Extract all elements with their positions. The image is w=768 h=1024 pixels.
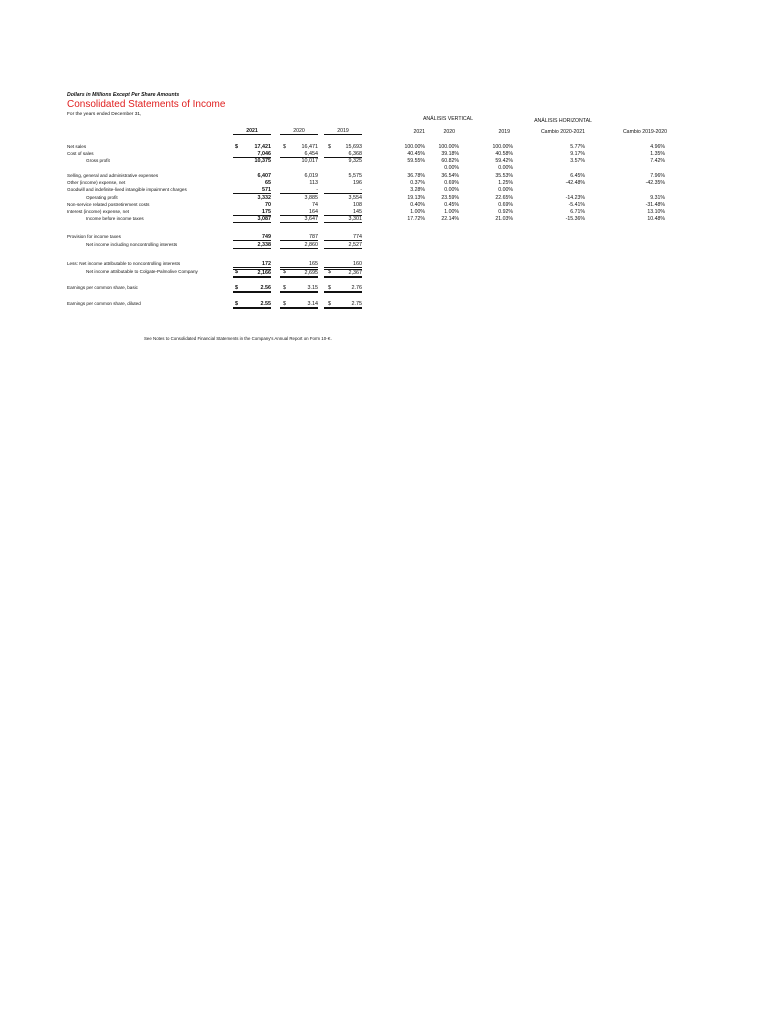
vertical-pct: 0.92%	[498, 209, 513, 215]
vertical-pct: 0.00%	[444, 165, 459, 171]
row-label: Interest (income) expense, net	[67, 209, 130, 214]
row-label: Net sales	[67, 144, 87, 149]
row-label: Operating profit	[86, 195, 118, 200]
currency-symbol: $	[328, 144, 331, 150]
value-2020: 10,017	[301, 158, 318, 164]
currency-symbol: $	[283, 144, 286, 150]
value-2021: 10,375	[254, 158, 271, 164]
vertical-pct: 19.13%	[407, 195, 425, 201]
currency-symbol: $	[328, 285, 331, 291]
value-2020: 3.15	[280, 285, 318, 293]
vertical-pct: 0.00%	[498, 165, 513, 171]
value-2019: -	[324, 187, 362, 194]
horizontal-pct: 4.96%	[650, 144, 665, 150]
col-header-2020: 2020	[280, 128, 318, 135]
vertical-pct: 1.00%	[410, 209, 425, 215]
vertical-pct: 100.00%	[404, 144, 425, 150]
row-label: Earnings per common share, diluted	[67, 301, 141, 306]
value-2019: 108	[353, 202, 362, 208]
value-2021: 7,046	[233, 151, 271, 158]
value-2019: 2.75	[324, 301, 362, 309]
horizontal-pct: -14.23%	[565, 195, 585, 201]
currency-symbol: $	[235, 144, 238, 150]
vertical-pct: 3.28%	[410, 187, 425, 193]
value-2020: 16,471	[301, 144, 318, 150]
col-header-2021: 2021	[233, 128, 271, 135]
row-label: Goodwill and indefinite-lived intangible impairment charges	[67, 187, 187, 192]
value-2019: 2,527	[324, 242, 362, 249]
horizontal-pct: 6.45%	[570, 173, 585, 179]
value-2021: 2,166	[233, 269, 271, 278]
row-label: Cost of sales	[67, 151, 94, 156]
value-2019: 2.76	[324, 285, 362, 293]
row-label: Income before income taxes	[86, 216, 144, 221]
value-2021: 3,332	[257, 195, 271, 201]
value-2021: 65	[265, 180, 271, 186]
value-2021: 6,407	[257, 173, 271, 179]
horizontal-pct: -5.41%	[568, 202, 585, 208]
vertical-pct: 59.55%	[407, 158, 425, 164]
value-2021: 3,087	[233, 216, 271, 223]
row-label: Earnings per common share, basic	[67, 285, 138, 290]
value-2020: 74	[312, 202, 318, 208]
horizontal-pct: 5.77%	[570, 144, 585, 150]
units-note: Dollars in Millions Except Per Share Amounts	[67, 92, 180, 98]
value-2020: 164	[280, 209, 318, 216]
horizontal-col-2020-2021: Cambio 2020-2021	[540, 129, 586, 135]
value-2019: 5,575	[348, 173, 362, 179]
vertical-pct: 21.03%	[495, 216, 513, 222]
vertical-pct: 0.37%	[410, 180, 425, 186]
value-2021: 17,421	[254, 144, 271, 150]
vertical-pct: 1.25%	[498, 180, 513, 186]
value-2020: 2,695	[280, 269, 318, 278]
statement-title: Consolidated Statements of Income	[67, 99, 226, 110]
vertical-pct: 23.59%	[441, 195, 459, 201]
value-2019: 15,693	[345, 144, 362, 150]
value-2019: 3,554	[348, 195, 362, 201]
value-2020: 787	[280, 234, 318, 241]
currency-symbol: $	[283, 285, 286, 291]
vertical-pct: 40.58%	[495, 151, 513, 157]
vertical-pct: 40.45%	[407, 151, 425, 157]
currency-symbol: $	[283, 301, 286, 307]
vertical-col-2021: 2021	[413, 129, 425, 135]
period-subtitle: For the years ended December 31,	[67, 112, 142, 117]
currency-symbol: $	[283, 269, 286, 275]
value-2019: 3,301	[324, 216, 362, 223]
value-2019: 774	[324, 234, 362, 241]
vertical-pct: 0.69%	[444, 180, 459, 186]
vertical-pct: 36.78%	[407, 173, 425, 179]
currency-symbol: $	[235, 301, 238, 307]
value-2019: 160	[324, 261, 362, 268]
horizontal-pct: -15.36%	[565, 216, 585, 222]
value-2020: -	[280, 187, 318, 194]
value-2021: 2.55	[233, 301, 271, 309]
vertical-col-2019: 2019	[498, 129, 510, 135]
vertical-pct: 0.40%	[410, 202, 425, 208]
value-2020: 2,860	[280, 242, 318, 249]
vertical-pct: 0.00%	[498, 187, 513, 193]
vertical-pct: 100.00%	[492, 144, 513, 150]
horizontal-pct: 6.71%	[570, 209, 585, 215]
currency-symbol: $	[328, 269, 331, 275]
row-label: Non-service related postretirement costs	[67, 202, 150, 207]
value-2019: 196	[353, 180, 362, 186]
horizontal-pct: 3.57%	[570, 158, 585, 164]
currency-symbol: $	[235, 269, 238, 275]
horizontal-pct: 7.96%	[650, 173, 665, 179]
currency-symbol: $	[328, 301, 331, 307]
vertical-pct: 39.18%	[441, 151, 459, 157]
vertical-pct: 60.82%	[441, 158, 459, 164]
row-label: Selling, general and administrative expenses	[67, 173, 159, 178]
value-2020: 3,647	[280, 216, 318, 223]
vertical-pct: 0.45%	[444, 202, 459, 208]
value-2020: 3,885	[304, 195, 318, 201]
currency-symbol: $	[235, 285, 238, 291]
horizontal-pct: 10.48%	[647, 216, 665, 222]
value-2019: 6,368	[324, 151, 362, 158]
horizontal-col-2019-2020: Cambio 2019-2020	[622, 129, 668, 135]
row-label: Other (income) expense, net	[67, 180, 126, 185]
value-2020: 6,019	[304, 173, 318, 179]
value-2021: 172	[233, 261, 271, 268]
vertical-pct: 22.14%	[441, 216, 459, 222]
vertical-pct: 36.54%	[441, 173, 459, 179]
vertical-pct: 1.00%	[444, 209, 459, 215]
value-2019: 2,367	[324, 269, 362, 278]
value-2020: 113	[309, 180, 318, 186]
value-2021: 175	[233, 209, 271, 216]
value-2021: 70	[265, 202, 271, 208]
horizontal-pct: -42.35%	[645, 180, 665, 186]
value-2019: 145	[324, 209, 362, 216]
footnote: See Notes to Consolidated Financial Statements in the Company's Annual Report on Form 10-K.	[144, 336, 332, 341]
horizontal-analysis-title: ANÁLISIS HORIZONTAL	[534, 118, 592, 124]
horizontal-pct: 9.17%	[570, 151, 585, 157]
horizontal-pct: -31.48%	[645, 202, 665, 208]
vertical-pct: 0.00%	[444, 187, 459, 193]
horizontal-pct: 9.31%	[650, 195, 665, 201]
vertical-pct: 17.72%	[407, 216, 425, 222]
vertical-pct: 59.42%	[495, 158, 513, 164]
value-2021: 571	[233, 187, 271, 194]
vertical-pct: 35.53%	[495, 173, 513, 179]
value-2019: 9,325	[348, 158, 362, 164]
horizontal-pct: 13.10%	[647, 209, 665, 215]
vertical-analysis-title: ANÁLISIS VERTICAL	[422, 116, 474, 122]
horizontal-pct: 7.42%	[650, 158, 665, 164]
row-label: Less: Net income attributable to noncontrolling interests	[67, 261, 181, 266]
horizontal-pct: 1.35%	[650, 151, 665, 157]
vertical-col-2020: 2020	[443, 129, 455, 135]
value-2020: 165	[280, 261, 318, 268]
value-2020: 3.14	[280, 301, 318, 309]
vertical-pct: 0.69%	[498, 202, 513, 208]
row-label: Gross profit	[86, 158, 110, 163]
value-2020: 6,454	[280, 151, 318, 158]
value-2021: 2,338	[233, 242, 271, 249]
col-header-2019: 2019	[324, 128, 362, 135]
value-2021: 2.56	[233, 285, 271, 293]
row-label: Net income attributable to Colgate-Palmolive Company	[86, 269, 198, 274]
vertical-pct: 22.65%	[495, 195, 513, 201]
row-label: Provision for income taxes	[67, 234, 121, 239]
vertical-pct: 100.00%	[438, 144, 459, 150]
value-2021: 749	[233, 234, 271, 241]
horizontal-pct: -42.48%	[565, 180, 585, 186]
row-label: Net income including noncontrolling interests	[86, 242, 178, 247]
